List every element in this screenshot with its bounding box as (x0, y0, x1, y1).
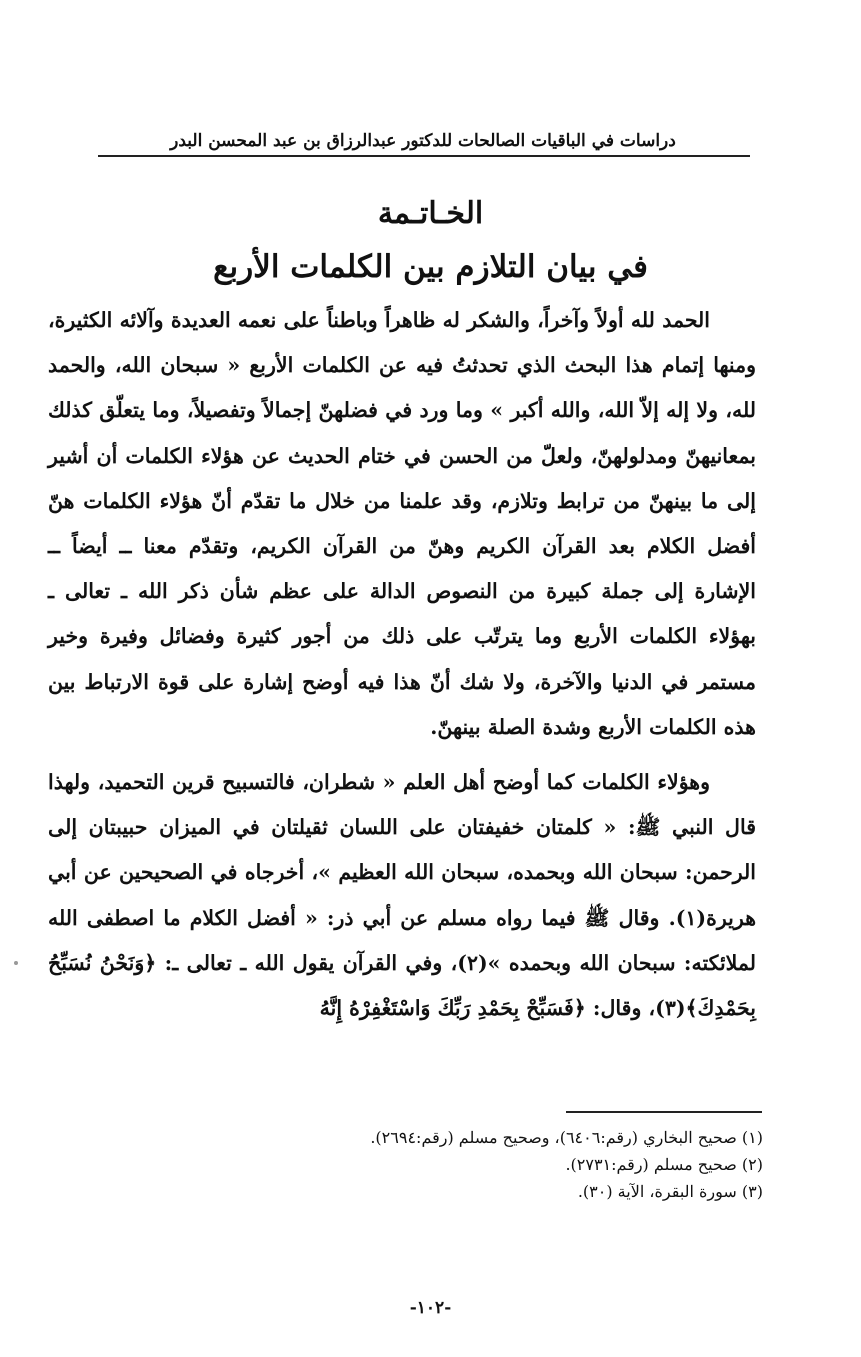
running-header: دراسات في الباقيات الصالحات للدكتور عبدالرزاق بن عبد المحسن البدر (170, 131, 676, 151)
paragraph: وهؤلاء الكلمات كما أوضح أهل العلم « شطران، فالتسبيح قرين التحميد، ولهذا قال النبي ﷺ: « كلمتان خفيفتان على اللسان ثقيلتان في الميزان حبيبتان إلى الرحمن: سبحان الله وبحمده، سبحان الله العظيم »، أخرجاه في الصحيحين عن أبي هريرة(١). وقال ﷺ فيما رواه مسلم عن أبي ذر: « أفضل الكلام ما اصطفى الله لملائكته: سبحان الله وبحمده »(٢)، وفي القرآن يقول الله ـ تعالى ـ: ﴿وَنَحْنُ نُسَبِّحُ بِحَمْدِكَ﴾(٣)، وقال: ﴿فَسَبِّحْ بِحَمْدِ رَبِّكَ وَاسْتَغْفِرْهُ إِنَّهُ (48, 770, 756, 1021)
header-rule (98, 155, 750, 157)
footnotes (100, 1124, 763, 1205)
footnote: (٣) سورة البقرة، الآية (٣٠). (577, 1182, 763, 1201)
footnote: (١) صحيح البخاري (رقم:٦٤٠٦)، وصحيح مسلم (رقم:٢٦٩٤). (370, 1128, 763, 1147)
footnote-rule (566, 1111, 762, 1113)
body-text (48, 298, 756, 1031)
scan-speck (14, 961, 18, 965)
page-number: -١٠٢- (409, 1298, 452, 1318)
chapter-subtitle: في بيان التلازم بين الكلمات الأربع (213, 249, 648, 285)
chapter-title: الخـاتـمة (377, 196, 484, 231)
footnote: (٢) صحيح مسلم (رقم:٢٧٣١). (565, 1155, 763, 1174)
paragraph: الحمد لله أولاً وآخراً، والشكر له ظاهراً وباطناً على نعمه العديدة وآلائه الكثيرة، ومنها إتمام هذا البحث الذي تحدثتُ فيه عن الكلمات الأربع « سبحان الله، والحمد لله، ولا إله إلاّ الله، والله أكبر » وما ورد في فضلهنّ إجمالاً وتفصيلاً، وما يتعلّق كذلك بمعانيهنّ ومدلولهنّ، ولعلّ من الحسن في ختام الحديث عن هؤلاء الكلمات أن أشير إلى ما بينهنّ من ترابط وتلازم، وقد علمنا من خلال ما تقدّم أنّ هؤلاء الكلمات هنّ أفضل الكلام بعد القرآن الكريم وهنّ من القرآن الكريم، وتقدّم معنا ــ أيضاً ــ الإشارة إلى جملة كبيرة من النصوص الدالة على عظم شأن ذكر الله ـ تعالى ـ بهؤلاء الكلمات الأربع وما يترتّب على ذلك من أجور كثيرة وفضائل وفيرة وخير مستمر في الدنيا والآخرة، ولا شك أنّ هذا فيه أوضح إشارة على قوة الارتباط بين هذه الكلمات الأربع وشدة الصلة بينهنّ. (48, 308, 756, 739)
